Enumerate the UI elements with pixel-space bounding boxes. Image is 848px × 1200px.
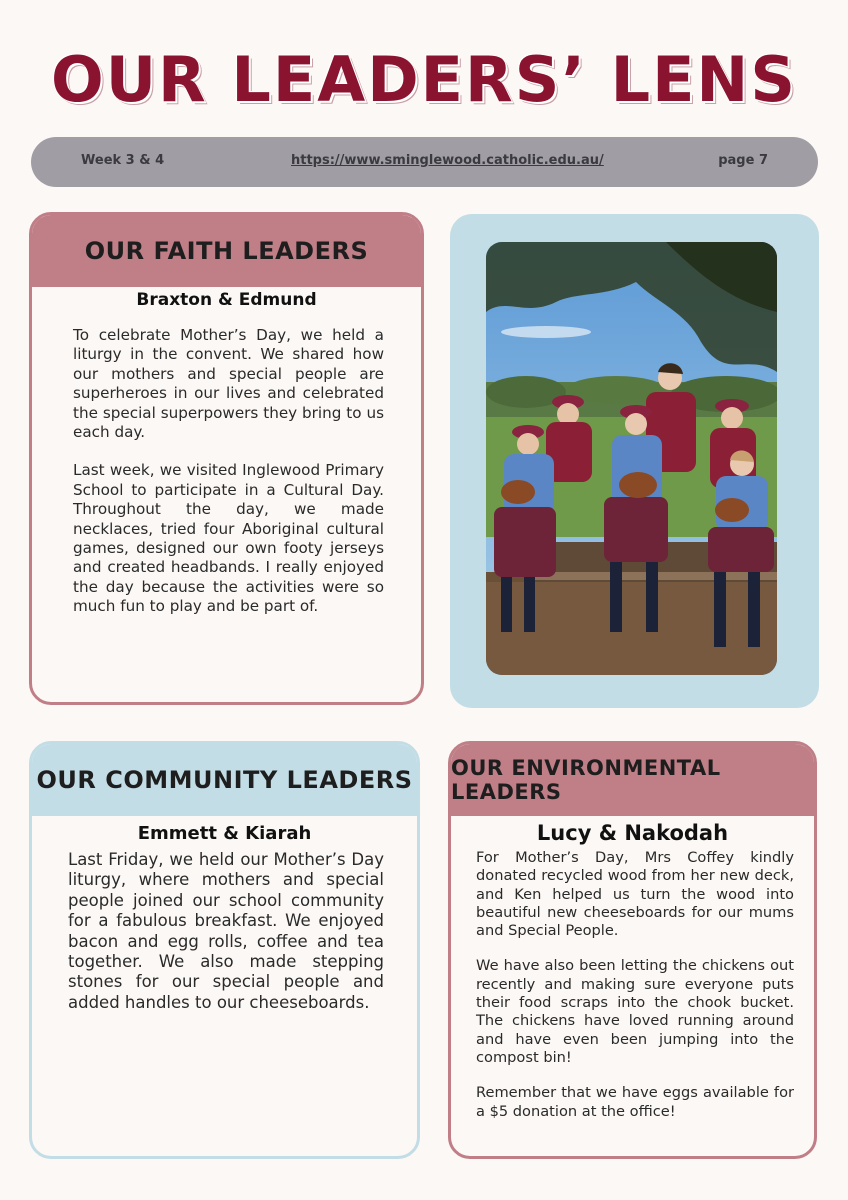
- school-website-link[interactable]: https://www.sminglewood.catholic.edu.au/: [291, 153, 604, 168]
- faith-leaders-heading: OUR FAITH LEADERS: [32, 215, 421, 287]
- community-leaders-heading: OUR COMMUNITY LEADERS: [32, 744, 417, 816]
- faith-paragraph-2: Last week, we visited Inglewood Primary School to participate in a Cultural Day. Throughout the day, we made necklaces, tried four Aboriginal cultural games, designed our own footy jerseys and created headbands. I really enjoyed the day because the activities were so much fun to play and be part of.: [73, 461, 384, 616]
- week-label: Week 3 & 4: [81, 153, 165, 168]
- community-paragraph-1: Last Friday, we held our Mother’s Day liturgy, where mothers and special people joined our school community for a fabulous breakfast. We enjoyed bacon and egg rolls, coffee and tea together. We also made stepping stones for our special people and added handles to our cheeseboards.: [68, 850, 384, 1012]
- students-with-chickens-photo: [486, 242, 777, 675]
- environmental-paragraph-2: We have also been letting the chickens out recently and making sure everyone puts their food scraps into the chook bucket. The chickens have loved running around and have even been jumping into the compost bin!: [476, 957, 794, 1066]
- faith-paragraph-1: To celebrate Mother’s Day, we held a liturgy in the convent. We shared how our mothers and special people are superheroes in our lives and celebrated the special superpowers they bring to us each day.: [73, 326, 384, 442]
- faith-leaders-names: Braxton & Edmund: [136, 290, 317, 310]
- environmental-leaders-text: [451, 849, 814, 1121]
- environmental-leaders-heading: OUR ENVIRONMENTAL LEADERS: [451, 744, 814, 816]
- page-title: OUR LEADERS’ LENS: [51, 43, 797, 116]
- faith-leaders-text: [32, 326, 421, 617]
- info-bar: [31, 137, 818, 187]
- page-number: page 7: [718, 153, 768, 168]
- faith-leaders-card: [29, 212, 424, 705]
- environmental-leaders-card: [448, 741, 817, 1159]
- environmental-leaders-names: Lucy & Nakodah: [536, 821, 729, 845]
- community-leaders-card: [29, 741, 420, 1159]
- community-leaders-text: [32, 850, 417, 1013]
- environmental-paragraph-1: For Mother’s Day, Mrs Coffey kindly donated recycled wood from her new deck, and Ken helped us turn the wood into beautiful new cheeseboards for our mums and Special People.: [476, 849, 794, 940]
- photo-illustration: [486, 242, 777, 675]
- photo-card: [450, 214, 819, 708]
- environmental-paragraph-3: Remember that we have eggs available for a $5 donation at the office!: [476, 1084, 794, 1120]
- community-leaders-names: Emmett & Kiarah: [137, 823, 312, 844]
